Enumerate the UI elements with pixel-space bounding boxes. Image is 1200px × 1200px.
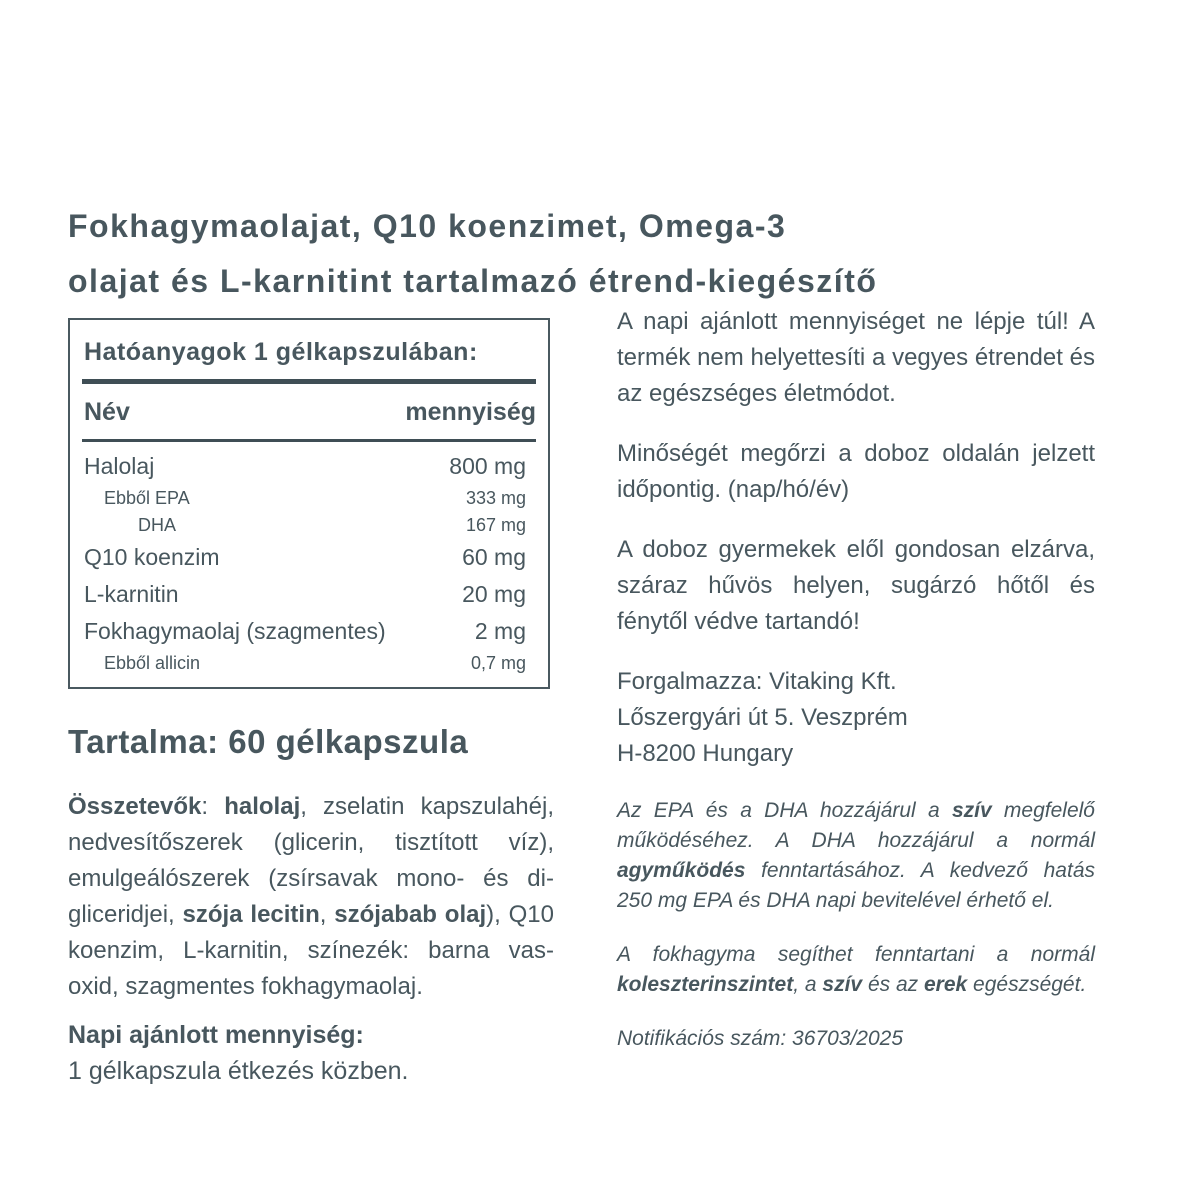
row-name: DHA <box>138 515 177 535</box>
distributor-block: Forgalmazza: Vitaking Kft. Lőszergyári út 5. Veszprém H-8200 Hungary <box>617 668 908 767</box>
row-amount: 167 mg <box>465 515 526 535</box>
storage-note-paragraph: A doboz gyermekek elől gondosan elzárva, száraz hűvös helyen, sugárzó hőtől és fénytől védve tartandó! <box>617 536 1095 635</box>
row-amount: 800 mg <box>449 453 526 479</box>
facts-table-header <box>82 384 536 439</box>
table-row <box>82 576 536 613</box>
overdose-warning-paragraph: A napi ajánlott mennyiséget ne lépje túl! A termék nem helyettesíti a vegyes étrendet és az egészséges életmódot. <box>617 308 1095 407</box>
table-row <box>82 539 536 576</box>
row-amount: 60 mg <box>462 544 526 570</box>
epa-dha-claim-paragraph: Az EPA és a DHA hozzájárul a szív megfelelő működéséhez. A DHA hozzájárul a normál agyműködés fenntartásához. A kedvező hatás 250 mg EPA és DHA napi bevitelével érhető el. <box>617 799 1095 912</box>
left-column <box>68 318 554 1089</box>
table-row <box>82 485 536 512</box>
daily-dose-text: 1 gélkapszula étkezés közben. <box>68 1057 409 1085</box>
product-title: Fokhagymaolajat, Q10 koenzimet, Omega-3 olajat és L-karnitint tartalmazó étrend-kiegészítő <box>68 208 878 300</box>
table-row <box>82 650 536 677</box>
right-column <box>617 304 1095 1078</box>
garlic-claim-paragraph: A fokhagyma segíthet fenntartani a normál koleszterinszintet, a szív és az erek egészségét. <box>617 943 1095 996</box>
supplement-facts-table <box>68 318 550 689</box>
table-row <box>82 512 536 539</box>
daily-dose-heading: Napi ajánlott mennyiség: <box>68 1021 364 1049</box>
row-amount: 20 mg <box>462 581 526 607</box>
column-header-amount: mennyiség <box>405 398 536 426</box>
facts-table-title: Hatóanyagok 1 gélkapszulában: <box>84 338 478 366</box>
ingredients-paragraph: Összetevők: halolaj, zselatin kapszulahéj, nedvesítőszerek (glicerin, tisztított víz), emulgeálószerek (zsírsavak mono- és digliceridjei, szója lecitin, szójabab olaj), Q10 koenzim, L-karnitin, színezék: barna vas-oxid, szagmentes fokhagymaolaj. <box>68 793 554 1000</box>
row-amount: 0,7 mg <box>470 653 526 673</box>
row-name: Fokhagymaolaj (szagmentes) <box>84 618 386 644</box>
row-name: Ebből EPA <box>104 488 190 508</box>
row-amount: 333 mg <box>465 488 526 508</box>
row-name: Halolaj <box>84 453 155 479</box>
notification-number: Notifikációs szám: 36703/2025 <box>617 1027 903 1050</box>
table-row <box>82 448 536 485</box>
table-row <box>82 613 536 650</box>
row-name: Q10 koenzim <box>84 544 220 570</box>
daily-dose-block <box>68 1017 550 1089</box>
facts-table-rows <box>82 442 536 677</box>
column-header-name: Név <box>84 398 130 426</box>
row-amount: 2 mg <box>474 618 526 644</box>
quality-note-paragraph: Minőségét megőrzi a doboz oldalán jelzett időpontig. (nap/hó/év) <box>617 440 1095 503</box>
row-name: Ebből allicin <box>104 653 201 673</box>
row-name: L-karnitin <box>84 581 179 607</box>
contents-heading: Tartalma: 60 gélkapszula <box>68 723 469 760</box>
